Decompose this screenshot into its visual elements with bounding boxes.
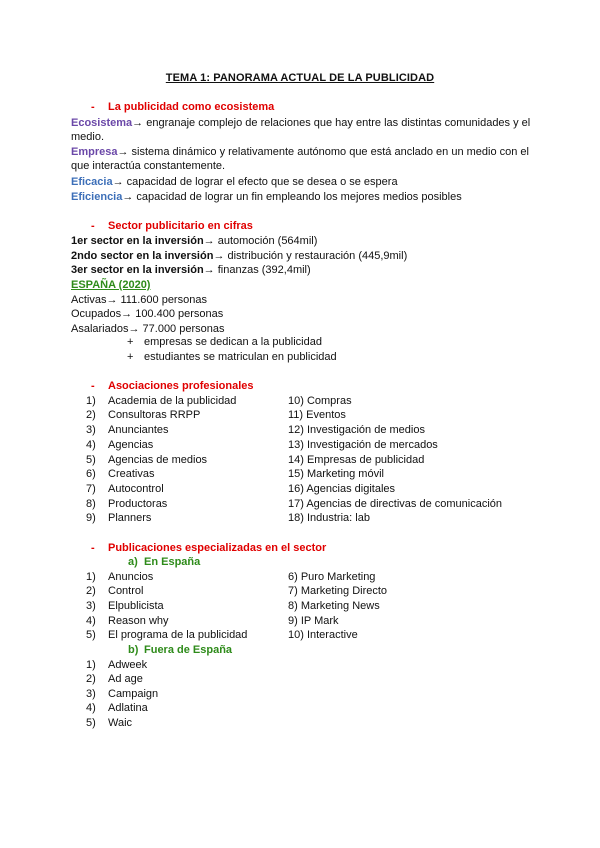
list-item	[86, 424, 169, 436]
list-number: 4)	[86, 702, 96, 714]
list-item: 16) Agencias digitales	[288, 483, 396, 495]
list-number: 2)	[86, 409, 96, 421]
list-item: 11) Eventos	[288, 409, 346, 421]
list-number: 5)	[86, 717, 96, 729]
plus-bullet-item	[127, 351, 337, 363]
sub-letter: b)	[128, 644, 139, 656]
plus-bullet: +	[127, 336, 134, 348]
list-text: Agencias	[108, 439, 154, 451]
list-item	[86, 673, 143, 685]
sector-label: 1er sector en la inversión	[71, 235, 204, 247]
definition-text: engranaje complejo de relaciones que hay entre las distintas comunidades y el medio.	[71, 117, 531, 143]
dash-bullet: -	[91, 220, 95, 232]
dash-bullet: -	[91, 101, 95, 113]
list-item: 8) Marketing News	[288, 600, 380, 612]
list-text: El programa de la publicidad	[108, 629, 248, 641]
section-heading-text: La publicidad como ecosistema	[108, 101, 275, 113]
definition-text: capacidad de lograr un fin empleando los mejores medios posibles	[133, 191, 462, 203]
list-item: 13) Investigación de mercados	[288, 439, 438, 451]
list-text: Waic	[108, 717, 133, 729]
list-item	[86, 688, 158, 700]
list-item	[86, 702, 148, 714]
list-text: Consultoras RRPP	[108, 409, 201, 421]
definition-eficiencia	[71, 190, 462, 204]
sector-text: → finanzas (392,4mil)	[203, 264, 311, 276]
list-number: 6)	[86, 468, 96, 480]
list-text: Anuncios	[108, 571, 154, 583]
list-item: 6) Puro Marketing	[288, 571, 376, 583]
bullet-text: estudiantes se matriculan en publicidad	[144, 351, 337, 363]
sector-line	[71, 249, 407, 263]
dash-bullet: -	[91, 380, 95, 392]
list-text: Reason why	[108, 615, 169, 627]
subheading-espana	[128, 556, 200, 568]
list-text: Autocontrol	[108, 483, 164, 495]
list-item: 7) Marketing Directo	[288, 585, 388, 597]
list-item	[86, 483, 164, 495]
list-text: Ad age	[108, 673, 143, 685]
list-item	[86, 717, 132, 729]
list-item: 12) Investigación de medios	[288, 424, 425, 436]
list-item	[86, 439, 153, 451]
list-item: 10) Compras	[288, 395, 352, 407]
list-number: 8)	[86, 498, 96, 510]
plus-bullet: +	[127, 351, 134, 363]
list-text: Elpublicista	[108, 600, 164, 612]
list-number: 2)	[86, 673, 96, 685]
list-item	[86, 615, 169, 627]
list-text: Academia de la publicidad	[108, 395, 237, 407]
arrow: →	[122, 191, 134, 203]
list-number: 1)	[86, 395, 96, 407]
term: Eficiencia	[71, 191, 123, 203]
term: Empresa	[71, 146, 118, 158]
section-heading-text: Asociaciones profesionales	[108, 380, 254, 392]
sub-letter: a)	[128, 556, 138, 568]
list-item: 9) IP Mark	[288, 615, 339, 627]
stat-line: Ocupados→ 100.400 personas	[71, 308, 224, 320]
list-item: 15) Marketing móvil	[288, 468, 384, 480]
arrow: →	[117, 146, 129, 158]
bullet-text: empresas se dedican a la publicidad	[144, 336, 322, 348]
list-item: 17) Agencias de directivas de comunicación	[288, 498, 503, 510]
list-text: Agencias de medios	[108, 454, 208, 466]
sector-line	[71, 263, 311, 277]
arrow: →	[112, 176, 124, 188]
list-item	[86, 498, 167, 510]
sector-text: → distribución y restauración (445,9mil)	[213, 250, 408, 262]
stat-line: Activas→ 111.600 personas	[71, 294, 207, 306]
list-number: 1)	[86, 659, 96, 671]
list-item	[86, 571, 153, 583]
list-text: Productoras	[108, 498, 168, 510]
definition-eficacia	[71, 175, 398, 189]
list-number: 9)	[86, 512, 96, 524]
sub-label: En España	[144, 556, 201, 568]
list-item	[86, 395, 236, 407]
list-item: 18) Industria: lab	[288, 512, 370, 524]
stat-line: Asalariados→ 77.000 personas	[71, 323, 225, 335]
section-heading-ecosistema	[91, 101, 274, 113]
list-number: 2)	[86, 585, 96, 597]
definition-empresa	[71, 145, 531, 173]
list-text: Adlatina	[108, 702, 148, 714]
list-number: 3)	[86, 424, 96, 436]
page-title: TEMA 1: PANORAMA ACTUAL DE LA PUBLICIDAD	[165, 72, 435, 84]
list-item	[86, 585, 143, 597]
list-text: Creativas	[108, 468, 155, 480]
term: Ecosistema	[71, 117, 133, 129]
list-text: Campaign	[108, 688, 159, 700]
list-item: 10) Interactive	[288, 629, 358, 641]
dash-bullet: -	[91, 542, 95, 554]
list-item	[86, 409, 200, 421]
sector-text: → automoción (564mil)	[203, 235, 318, 247]
subheading-fuera-espana	[128, 644, 232, 656]
list-number: 4)	[86, 615, 96, 627]
sector-line	[71, 234, 317, 248]
list-number: 1)	[86, 571, 96, 583]
list-number: 5)	[86, 454, 96, 466]
list-item	[86, 629, 247, 641]
list-number: 7)	[86, 483, 96, 495]
section-heading-text: Sector publicitario en cifras	[108, 220, 253, 232]
sector-label: 3er sector en la inversión	[71, 264, 204, 276]
list-item	[86, 600, 164, 612]
list-number: 4)	[86, 439, 96, 451]
sub-label: Fuera de España	[144, 644, 233, 656]
list-text: Anunciantes	[108, 424, 169, 436]
plus-bullet-item	[127, 336, 322, 348]
list-text: Planners	[108, 512, 152, 524]
section-heading-publicaciones	[91, 542, 326, 554]
list-text: Control	[108, 585, 144, 597]
term: Eficacia	[71, 176, 113, 188]
list-item	[86, 454, 207, 466]
spain-heading: ESPAÑA (2020)	[71, 279, 151, 291]
list-number: 5)	[86, 629, 96, 641]
list-item	[86, 512, 151, 524]
list-item	[86, 468, 154, 480]
section-heading-text: Publicaciones especializadas en el sector	[108, 542, 327, 554]
list-item: 14) Empresas de publicidad	[288, 454, 425, 466]
section-heading-asociaciones	[91, 380, 254, 392]
list-number: 3)	[86, 688, 96, 700]
definition-ecosistema	[71, 116, 531, 144]
section-heading-cifras	[91, 220, 253, 232]
arrow: →	[132, 117, 144, 129]
list-text: Adweek	[108, 659, 148, 671]
sector-label: 2ndo sector en la inversión	[71, 250, 214, 262]
definition-text: capacidad de lograr el efecto que se desea o se espera	[123, 176, 398, 188]
list-item	[86, 659, 147, 671]
definition-text: sistema dinámico y relativamente autónomo que está anclado en un medio con el que interactúa constantemente.	[71, 146, 529, 172]
list-number: 3)	[86, 600, 96, 612]
